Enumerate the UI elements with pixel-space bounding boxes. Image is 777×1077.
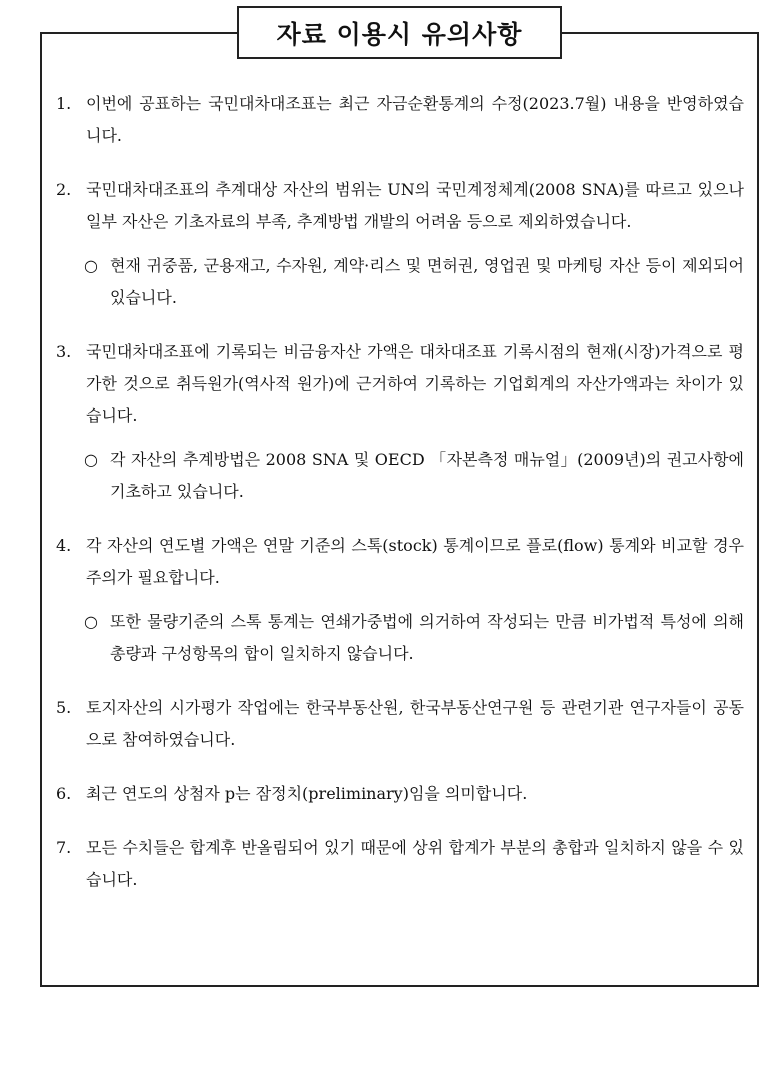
item-text: 국민대차대조표의 추계대상 자산의 범위는 UN의 국민계정체계(2008 SNA)를 따르고 있으나 일부 자산은 기초자료의 부족, 추계방법 개발의 어려움 등으로 제외하였습니다. xyxy=(86,180,744,231)
notice-subitem-2 xyxy=(84,250,744,314)
notice-subitem-3 xyxy=(84,444,744,508)
subitem-text: 또한 물량기준의 스톡 통계는 연쇄가중법에 의거하여 작성되는 만큼 비가법적 특성에 의해 총량과 구성항목의 합이 일치하지 않습니다. xyxy=(110,612,744,663)
notice-item-3 xyxy=(56,336,744,432)
item-number: 3. xyxy=(56,342,72,361)
notice-item-2 xyxy=(56,174,744,238)
notice-subitem-4 xyxy=(84,606,744,670)
circle-bullet-icon: ○ xyxy=(84,256,98,275)
notice-item-1 xyxy=(56,88,744,152)
circle-bullet-icon: ○ xyxy=(84,612,98,631)
notice-item-4 xyxy=(56,530,744,594)
item-number: 4. xyxy=(56,536,72,555)
subitem-text: 현재 귀중품, 군용재고, 수자원, 계약·리스 및 면허권, 영업권 및 마케팅 자산 등이 제외되어 있습니다. xyxy=(110,256,744,307)
item-text: 각 자산의 연도별 가액은 연말 기준의 스톡(stock) 통계이므로 플로(flow) 통계와 비교할 경우 주의가 필요합니다. xyxy=(86,536,744,587)
notice-item-6 xyxy=(56,778,744,810)
circle-bullet-icon: ○ xyxy=(84,450,98,469)
item-text: 이번에 공표하는 국민대차대조표는 최근 자금순환통계의 수정(2023.7월) 내용을 반영하였습니다. xyxy=(86,94,744,145)
notice-item-7 xyxy=(56,832,744,896)
page-title: 자료 이용시 유의사항 xyxy=(237,6,562,59)
item-number: 2. xyxy=(56,180,72,199)
item-text: 최근 연도의 상첨자 p는 잠정치(preliminary)임을 의미합니다. xyxy=(86,784,528,803)
item-text: 토지자산의 시가평가 작업에는 한국부동산원, 한국부동산연구원 등 관련기관 연구자들이 공동으로 참여하였습니다. xyxy=(86,698,744,749)
notice-item-5 xyxy=(56,692,744,756)
item-text: 모든 수치들은 합계후 반올림되어 있기 때문에 상위 합계가 부분의 총합과 일치하지 않을 수 있습니다. xyxy=(86,838,744,889)
item-number: 6. xyxy=(56,784,72,803)
subitem-text: 각 자산의 추계방법은 2008 SNA 및 OECD 「자본측정 매뉴얼」(2009년)의 권고사항에 기초하고 있습니다. xyxy=(110,450,744,501)
item-number: 1. xyxy=(56,94,72,113)
item-number: 5. xyxy=(56,698,72,717)
item-text: 국민대차대조표에 기록되는 비금융자산 가액은 대차대조표 기록시점의 현재(시장)가격으로 평가한 것으로 취득원가(역사적 원가)에 근거하여 기록하는 기업회계의 자산가액과는 차이가 있습니다. xyxy=(86,342,744,425)
item-number: 7. xyxy=(56,838,72,857)
notice-list xyxy=(56,88,744,918)
